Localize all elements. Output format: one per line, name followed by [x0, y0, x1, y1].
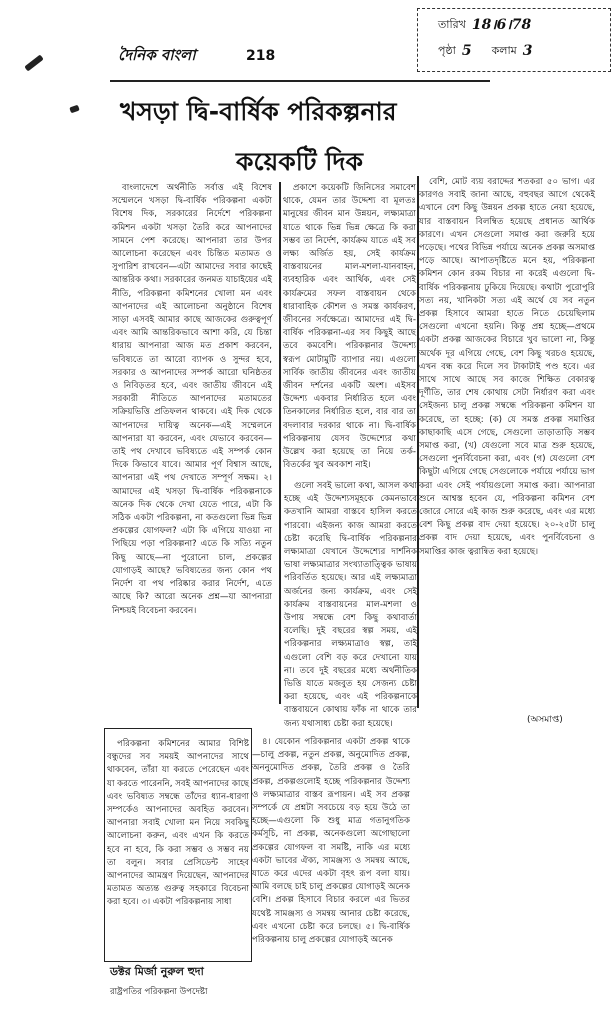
byline	[110, 963, 260, 999]
date-value: 18।6।78	[471, 17, 532, 33]
article-paragraph: ৪। যেকোন পরিকল্পনার একটা প্রকল্প থাকে—চালু প্রকল্প, নতুন প্রকল্প, অনুমোদিত প্রকল্প, অননুমোদিত প্রকল্প, তৈরি প্রকল্প ও তৈরি প্রকল্প, প্রকল্পগুলোই হচ্ছে পরিকল্পনার উদ্দেশ্য ও লক্ষ্যমাত্রার বাস্তব রূপায়ন। এই সব প্রকল্প সম্পর্কে যে প্রশ্নটা সবচেয়ে বড় হয়ে উঠে তা হচ্ছে—এগুলো কি শুধু মাত্র গতানুগতিক কর্মসূচি, না প্রকল্প, অনেকগুলো অগোছালো প্রকল্পের যোগফল বা সমষ্টি, নাকি এর মধ্যে একটা ভাবের ঐক্য, সামঞ্জস্য ও সমন্বয় আছে, যাতে করে এদের একটা বৃহৎ রূপ বলা যায়। আমি বলছে চাই চালু প্রকল্পের যোগাড়ই অনেক বেশি। প্রকল্প হিসাবে বিচার করলে এর ভিতর যথেষ্ট সামঞ্জস্য ও সমন্বয় আনার চেষ্টা করেছে, এবং এখনো চেষ্টা করে চলছে। ৫। দ্বি-বার্ষিক পরিকল্পনায় চালু প্রকল্পের যোগাড়ই অনেক	[252, 737, 410, 946]
article-column-1	[112, 182, 272, 704]
article-paragraph: পরিকল্পনা কমিশনের আমার বিশিষ্ট বন্ধুদের সব সময়ই আপনাদের সাথে থাকবেন, তাঁরা যা করতে পেরেছেন এবং যা করতে পারেননি, সবই আপনাদের কাছে এবং ভবিষ্যত সম্বন্ধে তাঁদের ধ্যান-ধারণা সম্পর্কেও আপনাদের অবহিত করবেন। আপনারা সবাই খোলা মন নিয়ে সবকিছু আলোচনা করুন, এবং এখন কি করতে হবে না হবে, কি করা সম্ভব ও সম্ভব নয় তা বলুন। সবার প্রেসিডেন্ট সাহেব আপনাদের আমন্ত্রণ দিয়েছেন, আপনাদের মতামত অত্যন্ত গুরুত্ব সহকারে বিবেচনা করা হবে। ৩। একটা পরিকল্পনায় সাধা	[107, 739, 249, 908]
column-value: 3	[522, 43, 533, 59]
author-role: রাষ্ট্রপতির পরিকল্পনা উপদেষ্টা	[110, 987, 208, 997]
date-label: তারিখ	[438, 18, 466, 31]
article-column-3	[419, 176, 595, 706]
page-value: 5	[461, 43, 472, 59]
column-divider	[279, 182, 281, 704]
margin-mark	[69, 105, 80, 114]
headline-line-1: খসড়া দ্বি-বার্ষিক পরিকল্পনার	[120, 97, 397, 126]
newspaper-name: দৈনিক বাংলা	[118, 46, 196, 64]
clipping-number: 218	[246, 48, 276, 64]
archive-stamp-card	[417, 8, 611, 72]
article-paragraph: বেশি, মোট ব্যয় বরাদ্দের শতকরা ৫০ ভাগ। এর কারণও সবাই জানা আছে, বহুবছর আগে থেকেই এখানে বেশ কিছু উন্নয়ন প্রকল্প হাতে নেয়া হয়েছে, যার বাস্তবায়ন বিলম্বিত হয়েছে প্রধানত আর্থিক কারণে। এখন সেগুলো সমাপ্ত করা জরুরি হয়ে পড়েছে। পথের বিভিন্ন পর্যায়ে অনেক প্রকল্প অসমাপ্ত পড়ে আছে। আপাতদৃষ্টিতে মনে হয়, পরিকল্পনা কমিশন কোন রকম বিচার না করেই এগুলো দ্বি-বার্ষিক পরিকল্পনায় ঢুকিয়ে দিয়েছে। কথাটা পুরোপুরি সত্য নয়, খানিকটা সত্য এই অর্থে যে সব নতুন প্রকল্প হিসাবে আমরা হাতে নিতে চেয়েছিলাম সেগুলো এখনো হয়নি। কিন্তু প্রশ্ন হচ্ছে—প্রথমে একটা প্রকল্প আজকের বিচারে খুব ভালো না, কিন্তু অর্থেক দূর এগিয়ে গেছে, বেশ কিছু খরচও হয়েছে, এখন বন্ধ করে দিলে সব টাকাটাই পণ্ড হবে। এর সাথে সাথে আছে সব কাজে শিক্ষিত বেকারত্ব দূর্ণীতি, তার শেষ কোথায় সেটা নির্ধারণ করা এবং সেইজন্য চালু প্রকল্প সম্বন্ধে পরিকল্পনা কমিশন যা করেছে, তা হচ্ছে: (ক) যে সমস্ত প্রকল্প সমাপ্তির কাছাকাছি এসে গেছে, সেগুলো তাড়াতাড়ি সম্ভব সমাপ্ত করা, (খ) যেগুলো সবে মাত্র শুরু হয়েছে, সেগুলো পুনর্বিবেচনা করা, এবং (গ) যেগুলো বেশ কিছুটা এগিয়ে গেছে সেগুলোকে পর্যায়ে পর্যায়ে ভাগ করা এবং সেই পর্যায়গুলো সমাপ্ত করা। আপনারা শুনে আশ্বস্ত হবেন যে, পরিকল্পনা কমিশন বেশ জোরে সোরে এই কাজ শুরু করেছে, এবং এর মধ্যে বেশ কিছু প্রকল্প বাদ দেয়া হয়েছে। ২০-২৫টা চালু প্রকল্প বাদ দেয়া হয়েছে, এবং পুনর্বিবেচনা ও সমাপ্তির কাজ ত্বরান্বিত করা হয়েছে।	[419, 177, 595, 557]
margin-mark	[24, 54, 43, 71]
article-column-5	[107, 738, 249, 956]
article-paragraph: প্রকাশে কয়েকটি জিনিসের সমাবেশ থাকে, যেমন তার উদ্দেশ্য বা মূলতঃ মানুষের জীবন মান উন্নয়ন, লক্ষ্যমাত্রা যাতে থাকে ভিন্ন ভিন্ন ক্ষেত্রে কি করা সম্ভব তা নির্দেশ, কার্যক্রম যাতে এই সব লক্ষ্য অর্জিত হয়, সেই কার্যক্রম বাস্তবায়নের মাল-মশলা-যানবাহন, ব্যবহারিক এবং আর্থিক, এবং সেই কার্যক্রমের সফল বাস্তবায়ন থেকে ধারাবাহিক কৌশল ও সমস্ত কার্যকরণ, জীবনের সর্বক্ষেত্রে। আমাদের এই দ্বি-বার্ষিক পরিকল্পনা-এর সব কিছুই আছে তবে কমবেশি। পরিকল্পনার উদ্দেশ্য স্বরূপ মোটামুটি ব্যাপার নয়। এগুলো সার্বিক জাতীয় জীবনের এবং জাতীয় জীবন দর্শনের একটি অংশ। এইসব উদ্দেশ্য একবার নির্ধারিত হলে এবং তিনকালের নির্ধারিত হলে, বার বার তা বদলাবার দরকার থাকে না। দ্বি-বার্ষিক পরিকল্পনায় যেসব উদ্দেশ্যের কথা উল্লেখ করা হয়েছে তা নিয়ে তর্ক-বিতর্কের খুব অবকাশ নাই।	[283, 183, 416, 471]
page-label: পৃষ্ঠা	[438, 44, 456, 57]
headline-line-2: কয়েকটি দিক	[236, 147, 364, 176]
article-column-2	[283, 182, 416, 474]
article-column-4	[284, 480, 417, 729]
article-paragraph: বাংলাদেশে অর্থনীতি সর্বাত্ত এই বিশেষ সম্মেলনে খসড়া দ্বি-বার্ষিক পরিকল্পনা একটা বিশেষ দিক, সরকারের নির্দেশে পরিকল্পনা কমিশন একটা খসড়া তৈরি করে আপনাদের সামনে পেশ করেছে। আপনারা তার উপর আলোচনা করেছেন এবং চিন্তিত মতামত ও সুপারিশ রাখবেন—এটা আমাদের সবার কাছেই আন্তরিক কথা। সরকারের জনমত যাচাইয়ের এই নীতি, পরিকল্পনা কমিশনের খোলা মন এবং আপনাদের এই আলোচনা অনুষ্ঠানে বিশেষ সাড়া এসবই আমার কাছে আজকের গুরুত্বপূর্ণ এবং আমি আন্তরিকভাবে আশা করি, যে চিন্তা ধারায় আপনারা আজ মত প্রকাশ করবেন, ভবিষ্যতে তা আরো ব্যাপক ও সুন্দর হবে, সরকার ও আপনাদের সম্পর্ক আরো ঘনিষ্ঠতর ও নিবিড়তর হবে, এবং জাতীয় জীবনে এই সরকারী নীতিতে আপনাদের মতামতের সক্রিয়ভিত্তি প্রতিফলন থাকবে। এই দিক থেকে আপনাদের দায়িত্ব অনেক—এই সম্মেলনে আপনারা যা করবেন, এবং যেভাবে করবেন—তাই পথ দেখাবে ভবিষ্যতে এই সম্পর্ক কোন দিকে কিভাবে যাবে। আমার পূর্ণ বিশ্বাস আছে, আপনারা এই পথ দেখাতে সম্পূর্ণ সক্ষম। ২। আমাদের এই খসড়া দ্বি-বার্ষিক পরিকল্পনাকে অনেক দিক থেকে দেখা যেতে পারে, এটা কি সঠিক একটা পরিকল্পনা, না কতগুলো ভিন্ন ভিন্ন প্রকল্পের যোগফল? এটা কি এগিয়ে যাওয়া না পিছিয়ে পড়া পরিকল্পনা? এতে কি সত্যি নতুন কিছু আছে—না পুরোনো চাল, প্রকল্পের যোগাড়ই আছে? ভবিষ্যতের জন্য কোন পথ নির্দেশ বা পথ পরিষ্কার করার নির্দেশ, এতে আছে কি? আরো অনেক প্রশ্ন—যা আপনারা নিশ্চয়ই বিবেচনা করবেন।	[112, 183, 272, 616]
article-paragraph: গুলো সবই ভালো কথা, আসল কথা হচ্ছে এই উদ্দেশ্যসমূহকে কেমনভাবে কতখানি আমরা বাস্তবে হাসিল করতে পারবো। এইজন্য কাজ আমরা করতে চেষ্টা করেছি দ্বি-বার্ষিক পরিকল্পনার লক্ষ্যমাত্রা যেখানে উদ্দেশ্যের দার্শনিক ভাষা লক্ষ্যমাত্রার সংখ্যাতাত্ত্বিক ভাষায় পরিবর্তিত হয়েছে। আর এই লক্ষ্যমাত্রা অর্জনের জন্য কার্যক্রম, এবং সেই কার্যক্রম বাস্তবায়নের মাল-মশলা ও উপায় সম্বন্ধে বেশ কিছু কথাবার্তা বলেছি। দুই বছরের স্বল্প সময়, এই পরিকল্পনার লক্ষ্যমাত্রাও স্বল্প, তাই এগুলো বেশি বড় করে দেখানো যায় না। তবে দুই বছরের মধ্যে অর্থনীতিক ভিত্তি যাতে মজবুত হয় সেজন্য চেষ্টা করা হয়েছে, এবং এই পরিকল্পনাকে বাস্তবায়নে কোথায় ফাঁক না থাকে তার জন্য যথাসাধ্য চেষ্টা করা হয়েছে।	[284, 481, 417, 729]
author-name: ডক্টর মির্জা নুরুল হুদা	[110, 965, 204, 978]
column-label: কলাম	[491, 44, 517, 57]
continued-mark: (অসমাপ্ত)	[527, 715, 563, 725]
article-column-6	[252, 736, 410, 1016]
